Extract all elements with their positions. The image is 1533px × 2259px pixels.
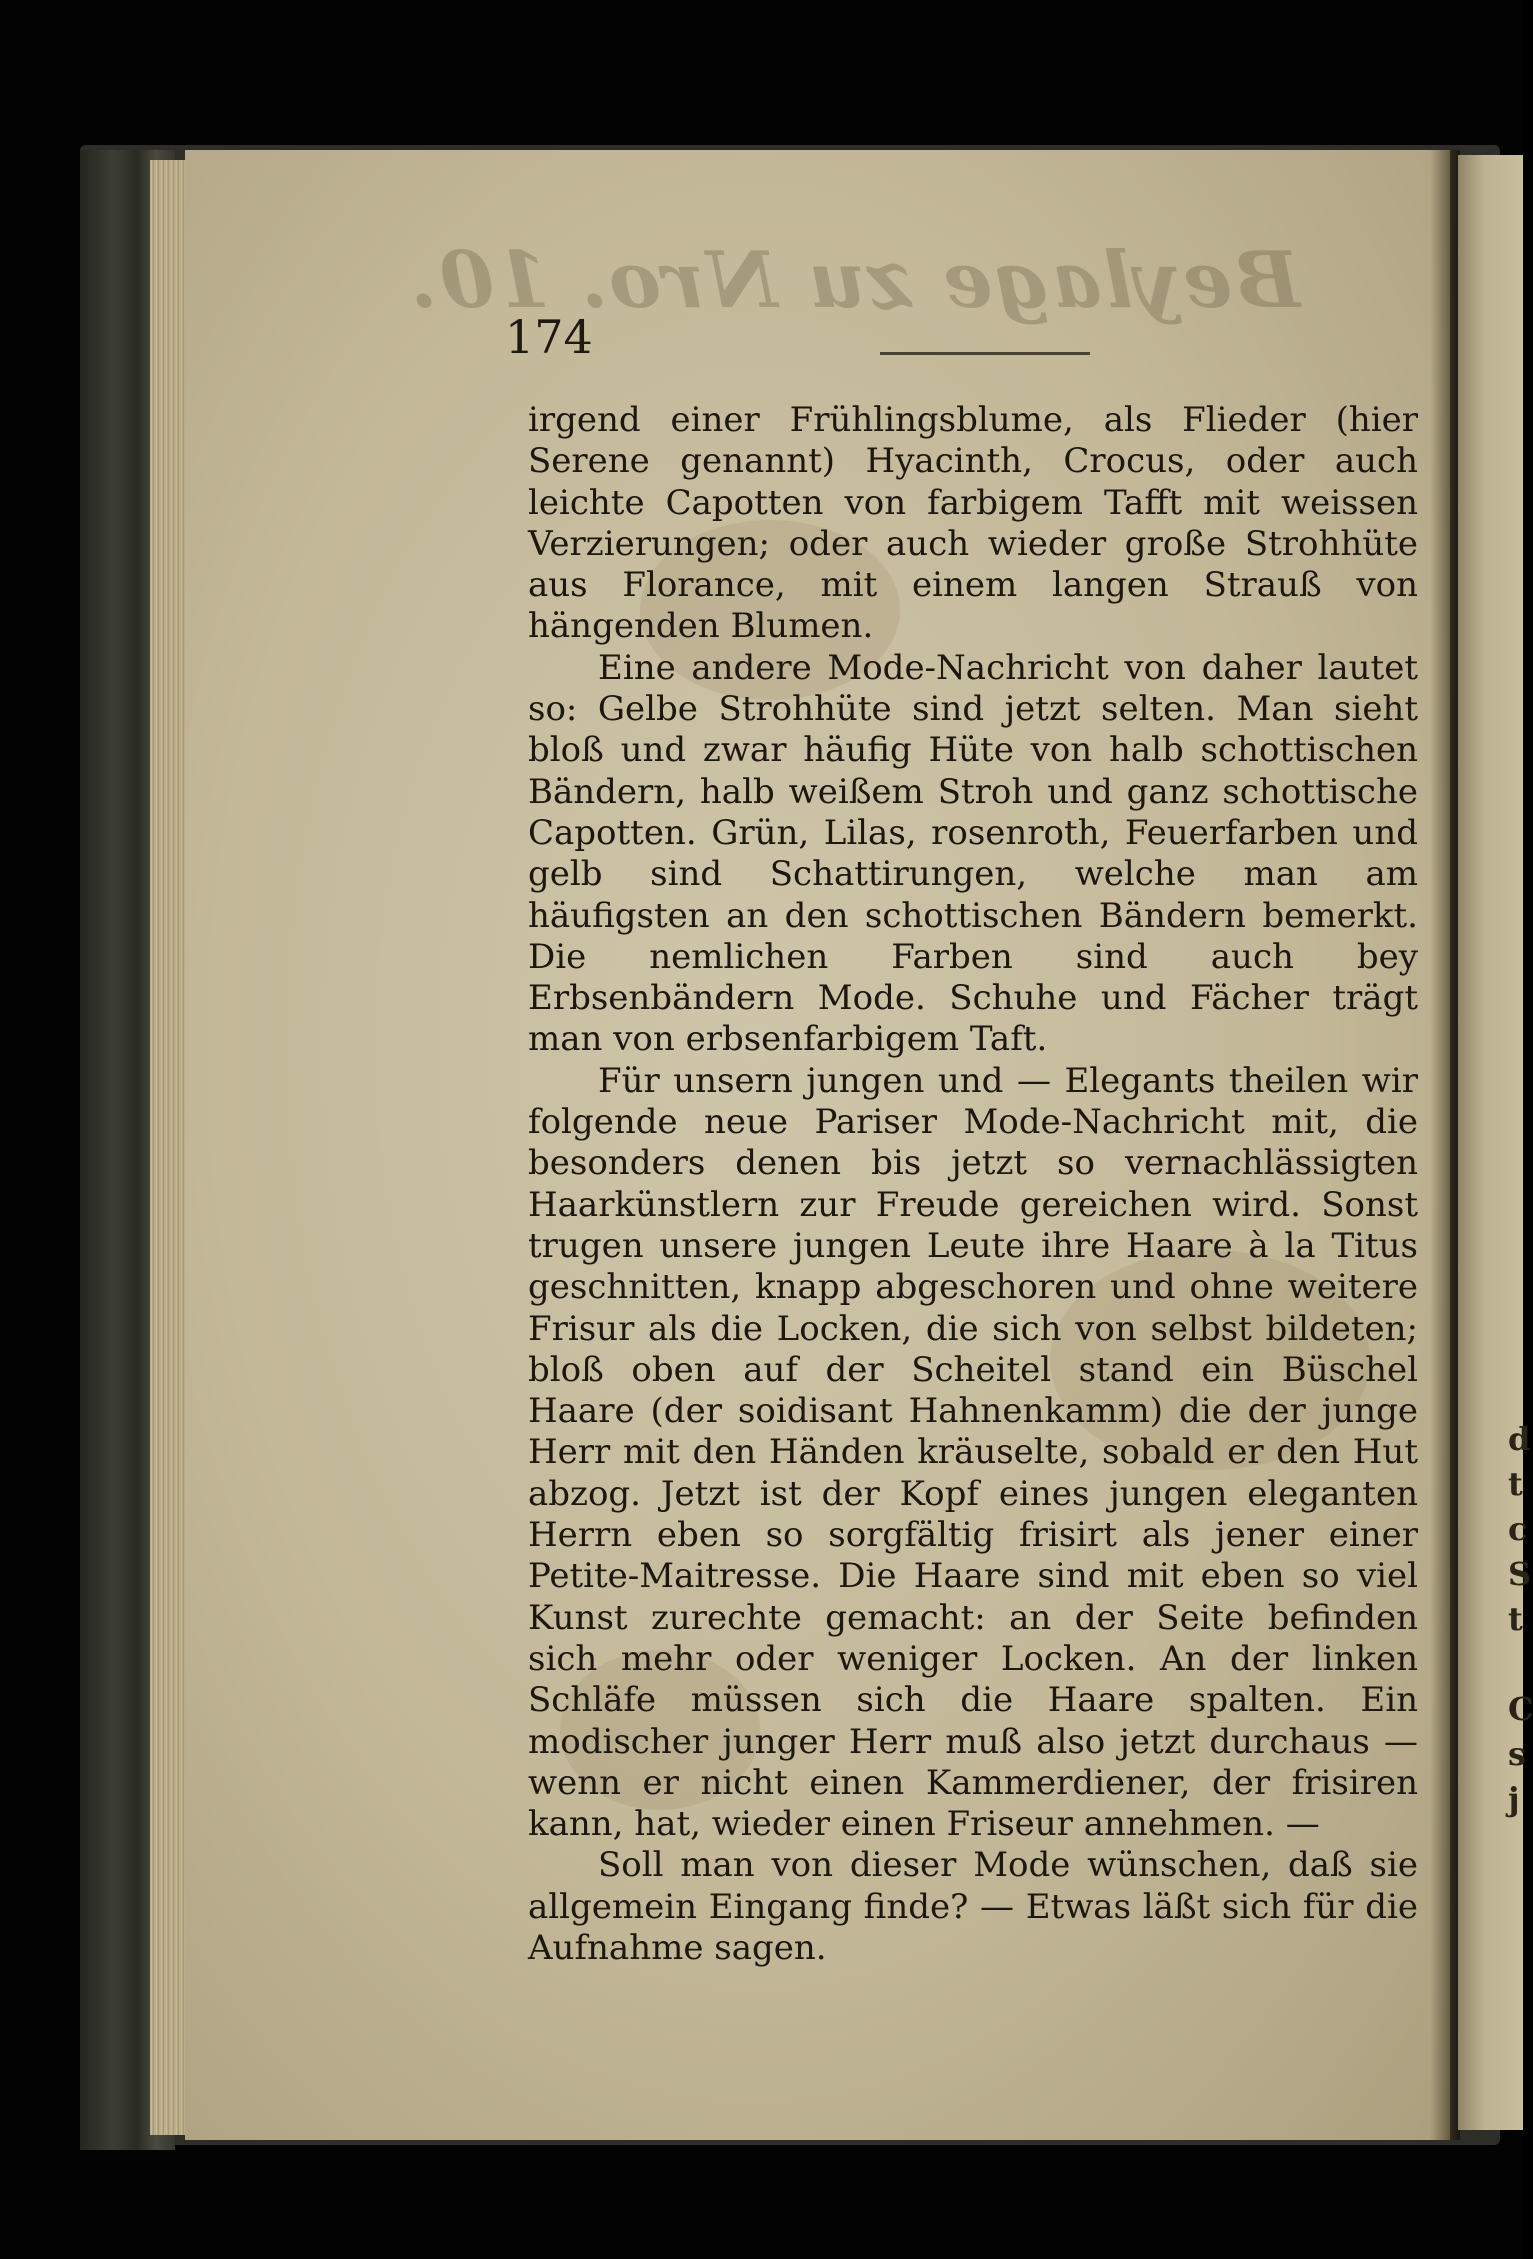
paragraph-1: irgend einer Frühlingsblume, als Flieder (hier Serene genannt) Hyacinth, Crocus, oder auch leichte Capotten von farbigem Tafft mit weissen Verzierungen; oder auch wieder große Strohhüte aus Florance, mit einem langen Strauß von hängenden Blumen. — [528, 400, 1418, 647]
facing-page-letter: C — [1508, 1690, 1533, 1728]
page-number: 174 — [505, 310, 593, 364]
page-body-text — [528, 400, 1418, 1969]
paragraph-4: Soll man von dieser Mode wünschen, daß sie allgemein Eingang finde? — Etwas läßt sich für die Aufnahme sagen. — [528, 1845, 1418, 1968]
facing-page-letter: c — [1508, 1510, 1528, 1548]
facing-page-letter: d — [1508, 1420, 1531, 1458]
book-gutter — [1430, 150, 1460, 2140]
facing-page-letter: t — [1508, 1600, 1523, 1638]
facing-page-letter: t — [1508, 1465, 1523, 1503]
facing-page-edge — [1458, 155, 1523, 2130]
facing-page-letter: j — [1508, 1780, 1520, 1818]
header-rule — [880, 352, 1090, 355]
facing-page-letter: S — [1508, 1555, 1532, 1593]
bleed-through-header: Beylage zu Nro. 10. — [408, 235, 1300, 326]
paragraph-3: Für unsern jungen und — Elegants theilen wir folgende neue Pariser Mode-Nachricht mit, die besonders denen bis jetzt so vernachlässigten Haarkünstlern zur Freude gereichen wird. Sonst trugen unsere jungen Leute ihre Haare à la Titus geschnitten, knapp abgeschoren und ohne weitere Frisur als die Locken, die sich von selbst bildeten; bloß oben auf der Scheitel stand ein Büschel Haare (der soidisant Hahnenkamm) die der junge Herr mit den Händen kräuselte, sobald er den Hut abzog. Jetzt ist der Kopf eines jungen eleganten Herrn eben so sorgfältig frisirt als jener einer Petite-Maitresse. Die Haare sind mit eben so viel Kunst zurechte gemacht: an der Seite befinden sich mehr oder weniger Locken. An der linken Schläfe müssen sich die Haare spalten. Ein modischer junger Herr muß also jetzt durchaus — wenn er nicht einen Kammerdiener, der frisiren kann, hat, wieder einen Friseur annehmen. — — [528, 1060, 1418, 1845]
facing-page-letter: s — [1508, 1735, 1527, 1773]
paragraph-2: Eine andere Mode-Nachricht von daher lautet so: Gelbe Strohhüte sind jetzt selten. Man sieht bloß und zwar häufig Hüte von halb schottischen Bändern, halb weißem Stroh und ganz schottische Capotten. Grün, Lilas, rosenroth, Feuerfarben und gelb sind Schattirungen, welche man am häufigsten an den schottischen Bändern bemerkt. Die nemlichen Farben sind auch bey Erbsenbändern Mode. Schuhe und Fächer trägt man von erbsenfarbigem Taft. — [528, 647, 1418, 1060]
